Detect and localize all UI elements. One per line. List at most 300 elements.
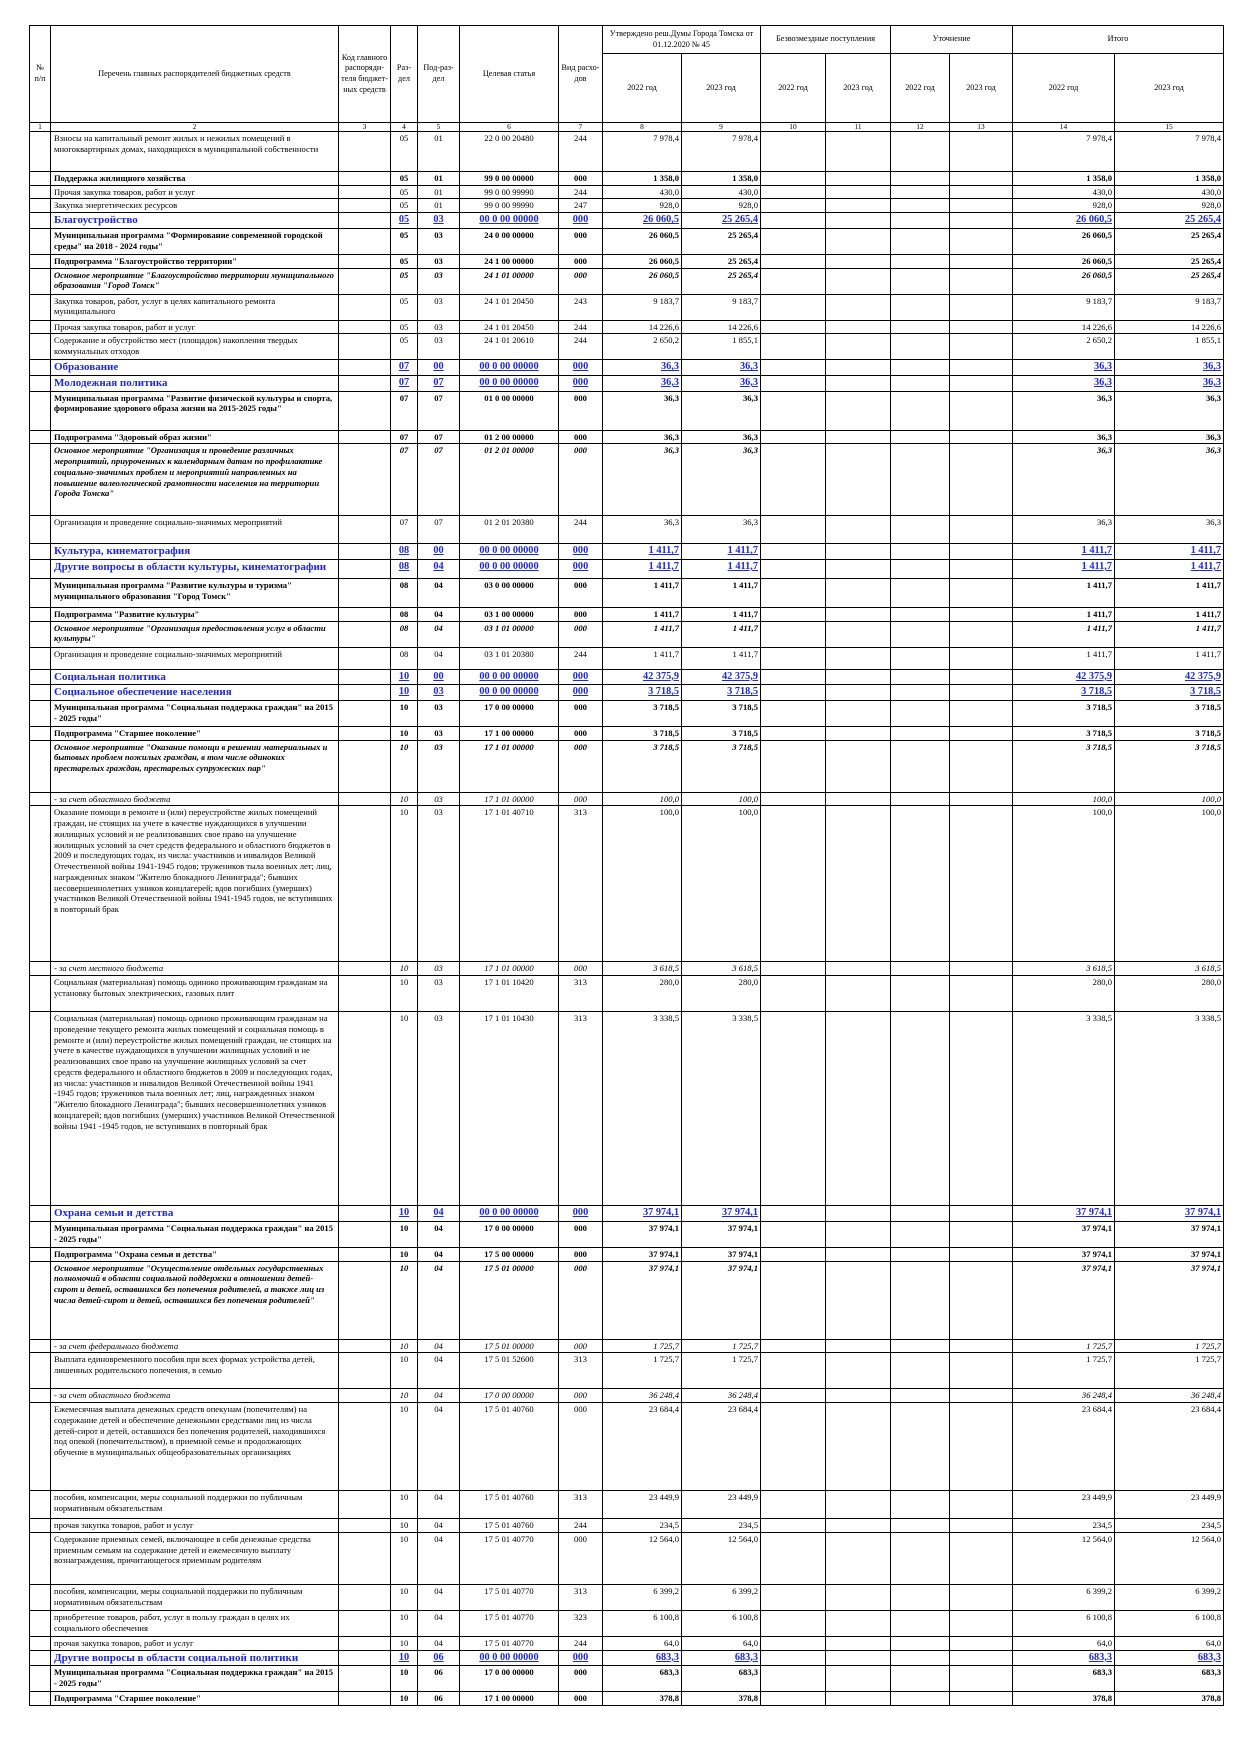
row-razdel-cell: 05 <box>391 268 418 294</box>
row-name-cell: Подпрограмма "Здоровый образ жизни" <box>51 430 339 444</box>
row-target-cell: 17 5 01 40770 <box>460 1584 559 1610</box>
row-code-cell <box>339 740 391 792</box>
row-gratis-2023-cell <box>826 172 891 186</box>
row-clarify-2023-cell <box>950 1491 1013 1519</box>
row-vid-cell: 000 <box>559 268 603 294</box>
row-gratis-2022-cell <box>761 1610 826 1636</box>
row-vid-cell: 000 <box>559 1389 603 1403</box>
row-code-cell <box>339 391 391 430</box>
row-vid-cell: 000 <box>559 607 603 621</box>
row-clarify-2022-cell <box>891 685 950 701</box>
row-razdel-cell: 07 <box>391 375 418 391</box>
row-approved-2023-cell: 280,0 <box>682 976 761 1012</box>
row-code-cell <box>339 172 391 186</box>
row-num-cell <box>30 1636 51 1650</box>
row-clarify-2022-cell <box>891 228 950 254</box>
col-header-total-2022: 2022 год <box>1013 54 1115 123</box>
row-clarify-2023-cell <box>950 375 1013 391</box>
table-row <box>30 1584 1224 1610</box>
row-total-2023-cell: 280,0 <box>1115 976 1224 1012</box>
row-clarify-2022-cell <box>891 1532 950 1584</box>
row-gratis-2022-cell <box>761 962 826 976</box>
row-vid-cell: 244 <box>559 1636 603 1650</box>
row-approved-2022-cell: 683,3 <box>603 1666 682 1692</box>
row-target-cell: 17 1 01 10420 <box>460 976 559 1012</box>
row-razdel-cell: 10 <box>391 1650 418 1666</box>
row-razdel-cell: 10 <box>391 962 418 976</box>
row-podrazdel-cell: 04 <box>418 1636 460 1650</box>
row-razdel-cell: 10 <box>391 1610 418 1636</box>
row-gratis-2022-cell <box>761 334 826 360</box>
row-razdel-cell: 05 <box>391 213 418 229</box>
row-vid-cell: 000 <box>559 228 603 254</box>
column-number: 11 <box>826 123 891 132</box>
row-clarify-2023-cell <box>950 621 1013 647</box>
row-approved-2022-cell: 280,0 <box>603 976 682 1012</box>
row-clarify-2023-cell <box>950 1012 1013 1206</box>
row-vid-cell: 000 <box>559 726 603 740</box>
row-gratis-2022-cell <box>761 268 826 294</box>
row-total-2022-cell: 1 411,7 <box>1013 544 1115 560</box>
row-vid-cell: 000 <box>559 1532 603 1584</box>
row-clarify-2023-cell <box>950 268 1013 294</box>
table-row <box>30 1650 1224 1666</box>
row-total-2022-cell: 1 725,7 <box>1013 1353 1115 1389</box>
row-total-2022-cell: 36,3 <box>1013 430 1115 444</box>
row-approved-2023-cell: 928,0 <box>682 199 761 213</box>
row-total-2022-cell: 378,8 <box>1013 1692 1115 1706</box>
row-approved-2023-cell: 1 411,7 <box>682 621 761 647</box>
row-approved-2022-cell: 378,8 <box>603 1692 682 1706</box>
row-gratis-2023-cell <box>826 976 891 1012</box>
col-header-gratis-2023: 2023 год <box>826 54 891 123</box>
row-vid-cell: 313 <box>559 976 603 1012</box>
row-name-cell: Прочая закупка товаров, работ и услуг <box>51 185 339 199</box>
table-row <box>30 559 1224 578</box>
row-approved-2023-cell: 3 718,5 <box>682 700 761 726</box>
row-approved-2022-cell: 7 978,4 <box>603 132 682 172</box>
row-clarify-2023-cell <box>950 391 1013 430</box>
row-razdel-cell: 10 <box>391 792 418 806</box>
table-row <box>30 1519 1224 1533</box>
row-total-2022-cell: 26 060,5 <box>1013 268 1115 294</box>
row-approved-2023-cell: 100,0 <box>682 806 761 962</box>
row-total-2023-cell: 37 974,1 <box>1115 1261 1224 1339</box>
row-podrazdel-cell: 04 <box>418 1403 460 1491</box>
row-target-cell: 01 0 00 00000 <box>460 391 559 430</box>
row-total-2023-cell: 37 974,1 <box>1115 1247 1224 1261</box>
row-gratis-2023-cell <box>826 1650 891 1666</box>
row-target-cell: 24 1 01 00000 <box>460 268 559 294</box>
row-razdel-cell: 10 <box>391 1247 418 1261</box>
row-approved-2022-cell: 3 338,5 <box>603 1012 682 1206</box>
row-gratis-2022-cell <box>761 185 826 199</box>
row-vid-cell: 000 <box>559 1247 603 1261</box>
row-podrazdel-cell: 07 <box>418 516 460 544</box>
row-vid-cell: 244 <box>559 320 603 334</box>
row-code-cell <box>339 320 391 334</box>
row-approved-2022-cell: 36,3 <box>603 391 682 430</box>
row-num-cell <box>30 700 51 726</box>
row-podrazdel-cell: 01 <box>418 185 460 199</box>
row-approved-2023-cell: 1 411,7 <box>682 578 761 607</box>
row-razdel-cell: 08 <box>391 578 418 607</box>
row-code-cell <box>339 685 391 701</box>
column-number: 1 <box>30 123 51 132</box>
row-total-2022-cell: 430,0 <box>1013 185 1115 199</box>
row-total-2023-cell: 683,3 <box>1115 1666 1224 1692</box>
row-target-cell: 00 0 00 00000 <box>460 1206 559 1222</box>
row-name-cell: Социальная (материальная) помощь одиноко проживающим гражданам на установку бытовых электрических, газовых плит <box>51 976 339 1012</box>
row-vid-cell: 000 <box>559 621 603 647</box>
table-row <box>30 1012 1224 1206</box>
row-name-cell: Муниципальная программа "Социальная поддержка граждан" на 2015 - 2025 годы" <box>51 700 339 726</box>
table-row <box>30 544 1224 560</box>
row-clarify-2022-cell <box>891 976 950 1012</box>
row-vid-cell: 243 <box>559 294 603 320</box>
row-approved-2022-cell: 2 650,2 <box>603 334 682 360</box>
row-total-2022-cell: 1 411,7 <box>1013 559 1115 578</box>
row-podrazdel-cell: 00 <box>418 360 460 376</box>
table-row <box>30 1206 1224 1222</box>
row-clarify-2023-cell <box>950 740 1013 792</box>
row-target-cell: 99 0 00 99990 <box>460 199 559 213</box>
table-header <box>30 26 1224 132</box>
row-approved-2022-cell: 26 060,5 <box>603 268 682 294</box>
row-approved-2022-cell: 3 718,5 <box>603 700 682 726</box>
row-clarify-2023-cell <box>950 185 1013 199</box>
row-total-2022-cell: 3 718,5 <box>1013 700 1115 726</box>
row-code-cell <box>339 1012 391 1206</box>
row-gratis-2023-cell <box>826 444 891 516</box>
row-podrazdel-cell: 07 <box>418 444 460 516</box>
row-num-cell <box>30 199 51 213</box>
column-number: 5 <box>418 123 460 132</box>
row-podrazdel-cell: 04 <box>418 1221 460 1247</box>
row-total-2022-cell: 37 974,1 <box>1013 1261 1115 1339</box>
row-clarify-2023-cell <box>950 320 1013 334</box>
row-clarify-2022-cell <box>891 726 950 740</box>
row-total-2023-cell: 1 725,7 <box>1115 1339 1224 1353</box>
row-clarify-2023-cell <box>950 294 1013 320</box>
row-target-cell: 99 0 00 99990 <box>460 185 559 199</box>
row-podrazdel-cell: 01 <box>418 199 460 213</box>
row-total-2022-cell: 234,5 <box>1013 1519 1115 1533</box>
row-num-cell <box>30 669 51 685</box>
column-number: 13 <box>950 123 1013 132</box>
row-num-cell <box>30 740 51 792</box>
row-gratis-2023-cell <box>826 578 891 607</box>
row-gratis-2022-cell <box>761 806 826 962</box>
row-num-cell <box>30 375 51 391</box>
row-gratis-2023-cell <box>826 792 891 806</box>
row-gratis-2023-cell <box>826 607 891 621</box>
row-approved-2022-cell: 3 618,5 <box>603 962 682 976</box>
row-num-cell <box>30 320 51 334</box>
row-razdel-cell: 07 <box>391 360 418 376</box>
row-vid-cell: 000 <box>559 391 603 430</box>
row-razdel-cell: 10 <box>391 976 418 1012</box>
row-target-cell: 17 5 01 00000 <box>460 1261 559 1339</box>
row-target-cell: 01 2 01 20380 <box>460 516 559 544</box>
row-gratis-2023-cell <box>826 320 891 334</box>
row-approved-2023-cell: 12 564,0 <box>682 1532 761 1584</box>
row-gratis-2022-cell <box>761 1584 826 1610</box>
row-target-cell: 17 5 01 40760 <box>460 1403 559 1491</box>
row-num-cell <box>30 516 51 544</box>
row-name-cell: Основное мероприятие "Осуществление отдельных государственных полномочий в области социальной поддержки в отношении детей-сирот и детей, оставшихся без попечения родителей, а также лиц из числа детей-сирот и детей, оставшихся без попечения родителей" <box>51 1261 339 1339</box>
row-num-cell <box>30 334 51 360</box>
row-num-cell <box>30 976 51 1012</box>
col-header-approved: Утверждено реш.Думы Города Томска от 01.12.2020 № 45 <box>603 26 761 54</box>
row-total-2023-cell: 37 974,1 <box>1115 1206 1224 1222</box>
row-razdel-cell: 08 <box>391 559 418 578</box>
row-target-cell: 17 5 01 00000 <box>460 1339 559 1353</box>
row-clarify-2022-cell <box>891 172 950 186</box>
row-name-cell: Образование <box>51 360 339 376</box>
row-target-cell: 17 5 01 40760 <box>460 1519 559 1533</box>
row-podrazdel-cell: 00 <box>418 669 460 685</box>
row-clarify-2022-cell <box>891 740 950 792</box>
row-total-2022-cell: 23 449,9 <box>1013 1491 1115 1519</box>
row-total-2023-cell: 25 265,4 <box>1115 228 1224 254</box>
row-code-cell <box>339 1261 391 1339</box>
row-clarify-2023-cell <box>950 1519 1013 1533</box>
row-num-cell <box>30 544 51 560</box>
row-gratis-2023-cell <box>826 1519 891 1533</box>
row-razdel-cell: 10 <box>391 1206 418 1222</box>
row-gratis-2022-cell <box>761 1012 826 1206</box>
row-approved-2022-cell: 3 718,5 <box>603 685 682 701</box>
row-num-cell <box>30 254 51 268</box>
table-row <box>30 334 1224 360</box>
row-gratis-2022-cell <box>761 1666 826 1692</box>
row-name-cell: Подпрограмма "Охрана семьи и детства" <box>51 1247 339 1261</box>
row-gratis-2023-cell <box>826 962 891 976</box>
row-razdel-cell: 10 <box>391 726 418 740</box>
row-clarify-2023-cell <box>950 1353 1013 1389</box>
row-clarify-2022-cell <box>891 360 950 376</box>
row-approved-2022-cell: 1 725,7 <box>603 1339 682 1353</box>
row-gratis-2023-cell <box>826 1221 891 1247</box>
row-gratis-2023-cell <box>826 375 891 391</box>
row-num-cell <box>30 172 51 186</box>
row-approved-2023-cell: 36,3 <box>682 375 761 391</box>
col-header-name: Перечень главных распорядителей бюджетных средств <box>51 26 339 123</box>
row-code-cell <box>339 976 391 1012</box>
row-gratis-2023-cell <box>826 199 891 213</box>
row-name-cell: Подпрограмма "Развитие культуры" <box>51 607 339 621</box>
row-approved-2022-cell: 36,3 <box>603 444 682 516</box>
row-total-2022-cell: 1 725,7 <box>1013 1339 1115 1353</box>
row-approved-2022-cell: 26 060,5 <box>603 254 682 268</box>
table-row <box>30 1666 1224 1692</box>
row-code-cell <box>339 806 391 962</box>
row-clarify-2022-cell <box>891 391 950 430</box>
row-clarify-2022-cell <box>891 199 950 213</box>
row-code-cell <box>339 516 391 544</box>
row-name-cell: Социальное обеспечение населения <box>51 685 339 701</box>
row-target-cell: 03 1 01 00000 <box>460 621 559 647</box>
table-row <box>30 199 1224 213</box>
row-target-cell: 01 2 00 00000 <box>460 430 559 444</box>
row-vid-cell: 313 <box>559 806 603 962</box>
row-code-cell <box>339 1610 391 1636</box>
row-name-cell: Основное мероприятие "Благоустройство территории муниципального образования "Город Томск" <box>51 268 339 294</box>
row-gratis-2023-cell <box>826 132 891 172</box>
row-approved-2022-cell: 36,3 <box>603 430 682 444</box>
row-target-cell: 03 1 00 00000 <box>460 607 559 621</box>
row-razdel-cell: 05 <box>391 172 418 186</box>
row-code-cell <box>339 1403 391 1491</box>
row-num-cell <box>30 213 51 229</box>
row-gratis-2022-cell <box>761 544 826 560</box>
column-number: 4 <box>391 123 418 132</box>
row-num-cell <box>30 1206 51 1222</box>
row-razdel-cell: 10 <box>391 1532 418 1584</box>
table-row <box>30 254 1224 268</box>
row-num-cell <box>30 132 51 172</box>
row-approved-2023-cell: 42 375,9 <box>682 669 761 685</box>
row-target-cell: 17 1 01 00000 <box>460 962 559 976</box>
table-row <box>30 213 1224 229</box>
row-gratis-2022-cell <box>761 1519 826 1533</box>
row-gratis-2022-cell <box>761 1650 826 1666</box>
table-row <box>30 578 1224 607</box>
row-approved-2023-cell: 3 718,5 <box>682 726 761 740</box>
row-target-cell: 24 1 01 20450 <box>460 320 559 334</box>
table-row <box>30 1353 1224 1389</box>
row-podrazdel-cell: 06 <box>418 1650 460 1666</box>
row-total-2023-cell: 6 100,8 <box>1115 1610 1224 1636</box>
row-vid-cell: 313 <box>559 1584 603 1610</box>
row-code-cell <box>339 132 391 172</box>
row-clarify-2023-cell <box>950 444 1013 516</box>
row-clarify-2022-cell <box>891 213 950 229</box>
row-approved-2022-cell: 3 718,5 <box>603 726 682 740</box>
row-gratis-2022-cell <box>761 1261 826 1339</box>
column-number: 14 <box>1013 123 1115 132</box>
row-code-cell <box>339 1353 391 1389</box>
row-total-2022-cell: 42 375,9 <box>1013 669 1115 685</box>
row-approved-2022-cell: 36,3 <box>603 516 682 544</box>
row-approved-2023-cell: 430,0 <box>682 185 761 199</box>
row-code-cell <box>339 726 391 740</box>
row-code-cell <box>339 1339 391 1353</box>
row-approved-2022-cell: 37 974,1 <box>603 1247 682 1261</box>
row-clarify-2023-cell <box>950 199 1013 213</box>
row-num-cell <box>30 444 51 516</box>
row-target-cell: 24 0 00 00000 <box>460 228 559 254</box>
col-header-clarify-2023: 2023 год <box>950 54 1013 123</box>
row-vid-cell: 247 <box>559 199 603 213</box>
row-gratis-2023-cell <box>826 700 891 726</box>
row-clarify-2023-cell <box>950 1389 1013 1403</box>
row-clarify-2022-cell <box>891 1012 950 1206</box>
table-row <box>30 185 1224 199</box>
row-gratis-2022-cell <box>761 1491 826 1519</box>
row-approved-2022-cell: 1 411,7 <box>603 578 682 607</box>
row-gratis-2022-cell <box>761 726 826 740</box>
row-total-2022-cell: 26 060,5 <box>1013 228 1115 254</box>
row-total-2023-cell: 36,3 <box>1115 360 1224 376</box>
row-total-2023-cell: 6 399,2 <box>1115 1584 1224 1610</box>
row-podrazdel-cell: 04 <box>418 1389 460 1403</box>
row-vid-cell: 313 <box>559 1012 603 1206</box>
row-code-cell <box>339 1519 391 1533</box>
row-gratis-2022-cell <box>761 516 826 544</box>
row-razdel-cell: 10 <box>391 1491 418 1519</box>
row-vid-cell: 000 <box>559 254 603 268</box>
column-number: 9 <box>682 123 761 132</box>
row-num-cell <box>30 1247 51 1261</box>
row-name-cell: Культура, кинематография <box>51 544 339 560</box>
row-target-cell: 24 1 01 20450 <box>460 294 559 320</box>
row-target-cell: 99 0 00 00000 <box>460 172 559 186</box>
table-row <box>30 375 1224 391</box>
row-gratis-2022-cell <box>761 228 826 254</box>
row-podrazdel-cell: 04 <box>418 1247 460 1261</box>
row-total-2023-cell: 1 358,0 <box>1115 172 1224 186</box>
row-name-cell: - за счет федерального бюджета <box>51 1339 339 1353</box>
row-approved-2022-cell: 1 411,7 <box>603 647 682 669</box>
row-target-cell: 00 0 00 00000 <box>460 1650 559 1666</box>
row-name-cell: пособия, компенсации, меры социальной поддержки по публичным нормативным обязательствам <box>51 1584 339 1610</box>
row-podrazdel-cell: 03 <box>418 334 460 360</box>
row-total-2022-cell: 3 338,5 <box>1013 1012 1115 1206</box>
row-clarify-2022-cell <box>891 559 950 578</box>
row-podrazdel-cell: 03 <box>418 685 460 701</box>
row-gratis-2023-cell <box>826 1666 891 1692</box>
row-podrazdel-cell: 03 <box>418 1012 460 1206</box>
row-vid-cell: 000 <box>559 172 603 186</box>
row-approved-2023-cell: 6 399,2 <box>682 1584 761 1610</box>
row-target-cell: 00 0 00 00000 <box>460 669 559 685</box>
row-razdel-cell: 08 <box>391 621 418 647</box>
row-approved-2023-cell: 25 265,4 <box>682 254 761 268</box>
row-target-cell: 17 1 01 10430 <box>460 1012 559 1206</box>
row-vid-cell: 244 <box>559 647 603 669</box>
row-vid-cell: 000 <box>559 1261 603 1339</box>
row-code-cell <box>339 1532 391 1584</box>
row-code-cell <box>339 792 391 806</box>
row-code-cell <box>339 578 391 607</box>
column-number: 3 <box>339 123 391 132</box>
row-total-2023-cell: 1 411,7 <box>1115 647 1224 669</box>
row-clarify-2022-cell <box>891 1221 950 1247</box>
row-gratis-2022-cell <box>761 391 826 430</box>
row-vid-cell: 000 <box>559 444 603 516</box>
row-vid-cell: 000 <box>559 685 603 701</box>
row-clarify-2022-cell <box>891 1666 950 1692</box>
row-podrazdel-cell: 03 <box>418 962 460 976</box>
row-approved-2023-cell: 25 265,4 <box>682 228 761 254</box>
row-approved-2023-cell: 25 265,4 <box>682 213 761 229</box>
row-gratis-2022-cell <box>761 621 826 647</box>
row-gratis-2023-cell <box>826 268 891 294</box>
row-total-2023-cell: 683,3 <box>1115 1650 1224 1666</box>
row-clarify-2022-cell <box>891 1403 950 1491</box>
row-approved-2023-cell: 1 358,0 <box>682 172 761 186</box>
row-razdel-cell: 08 <box>391 544 418 560</box>
table-row <box>30 132 1224 172</box>
row-gratis-2022-cell <box>761 1206 826 1222</box>
table-row <box>30 430 1224 444</box>
row-clarify-2023-cell <box>950 806 1013 962</box>
row-razdel-cell: 10 <box>391 1519 418 1533</box>
row-gratis-2023-cell <box>826 254 891 268</box>
row-target-cell: 24 1 01 20610 <box>460 334 559 360</box>
